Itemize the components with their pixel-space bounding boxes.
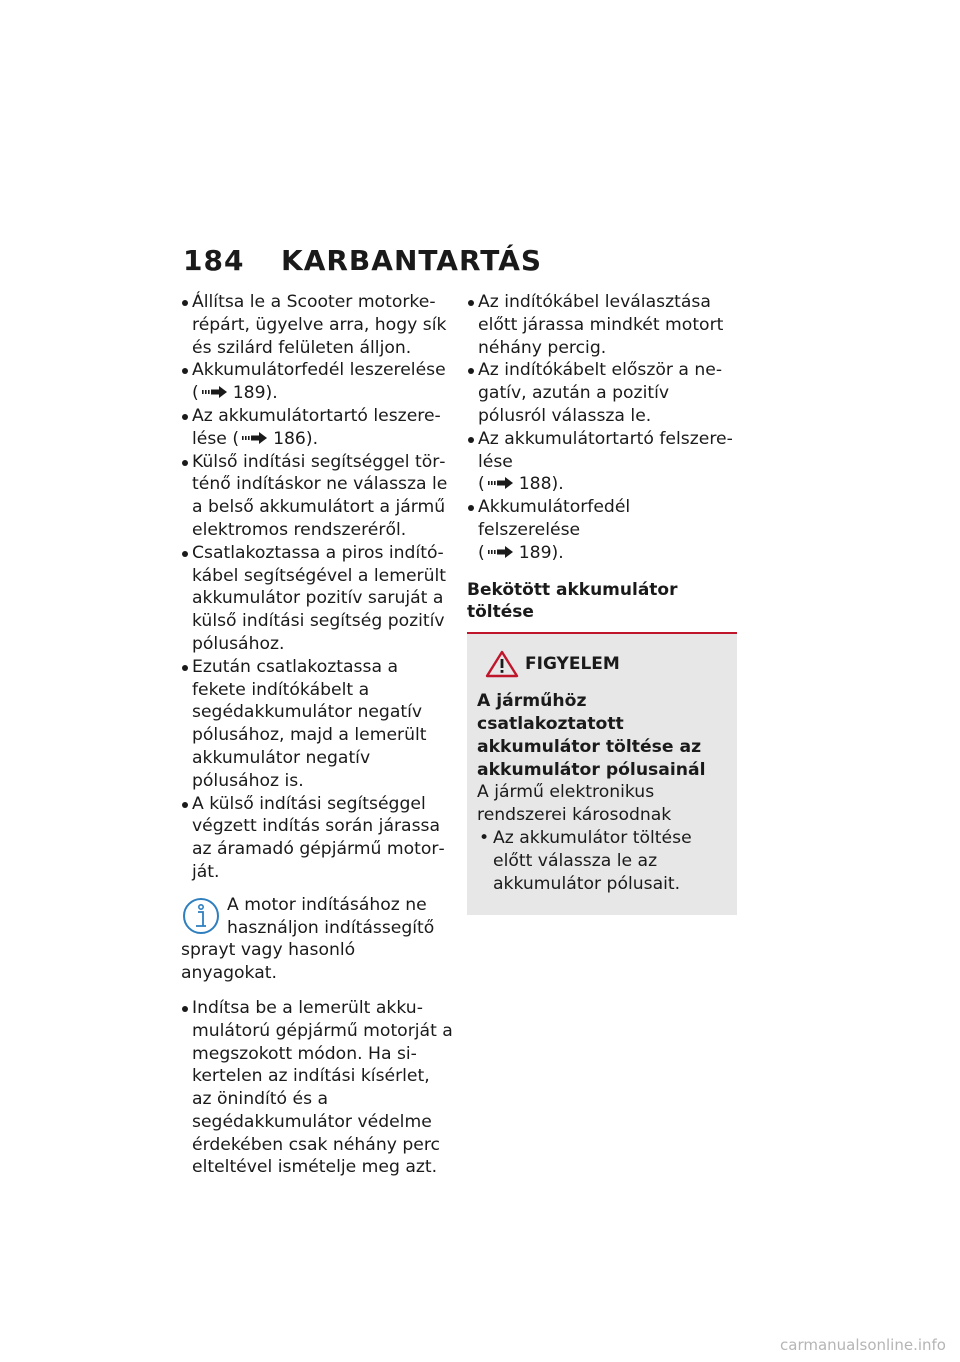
page-ref[interactable]: 189). — [518, 542, 564, 563]
list-item: Az indítókábel leválasztása előtt járassa mindkét motort néhány percig. — [467, 291, 737, 359]
page-ref[interactable]: 189). — [232, 383, 278, 404]
warning-title: FIGYELEM — [525, 653, 620, 674]
arrow-ref-icon — [485, 545, 515, 559]
watermark: carmanualsonline.info — [780, 1336, 946, 1354]
warning-header — [477, 650, 725, 678]
right-column — [467, 291, 737, 915]
page-ref[interactable]: 186). — [273, 428, 319, 449]
list-item: Állítsa le a Scooter motorkerépárt, ügyelve arra, hogy sík és szilárd felületen álljon. — [181, 291, 453, 359]
chapter-title: KARBANTARTÁS — [281, 244, 543, 277]
list-item: Ezután csatlakoztassa a fekete indítókábelt a segédakkumulátor negatív pólusához, majd a lemerült akkumulátor negatív pólusához is. — [181, 656, 453, 793]
arrow-ref-icon — [199, 385, 229, 399]
page-number: 184 — [183, 244, 245, 277]
step-list-1 — [181, 291, 453, 884]
warning-text: A jármű elektronikus rendszerei károsodnak — [477, 782, 672, 826]
warning-box — [467, 634, 737, 915]
list-item: Külső indítási segítséggel történő indításkor ne válassza le a belső akkumulátort a jármű elektromos rendszeréről. — [181, 451, 453, 542]
arrow-ref-icon — [485, 476, 515, 490]
warning-list — [477, 827, 725, 895]
warning-triangle-icon — [485, 650, 519, 678]
list-item: Az akkumulátortartó leszerelése ( 186). — [181, 405, 453, 451]
section-title: Bekötött akkumulátor töltése — [467, 579, 737, 635]
info-icon — [181, 896, 221, 936]
list-item: Akkumulátorfedél felszerelése ( 189). — [467, 496, 737, 564]
step-list-3 — [467, 291, 737, 565]
warning-subject: A járműhöz csatlakoztatott akkumulátor töltése az akkumulátor pólusainál — [477, 691, 706, 780]
info-note — [181, 894, 453, 985]
arrow-ref-icon — [239, 431, 269, 445]
list-item: A külső indítási segítséggel végzett indítás során járassa az áramadó gépjármű motorját. — [181, 793, 453, 884]
left-column — [181, 291, 453, 1179]
list-item: Az akkumulátortartó felszerelése ( 188). — [467, 428, 737, 496]
page-ref[interactable]: 188). — [518, 474, 564, 495]
list-item: Az indítókábelt először a negatív, azután a pozitív pólusról válassza le. — [467, 359, 737, 427]
list-item: • Az akkumulátor töltése előtt válassza le az akkumulátor pólusait. — [477, 827, 725, 895]
list-item: Akkumulátorfedél leszerelése ( 189). — [181, 359, 453, 405]
step-list-2 — [181, 997, 453, 1179]
note-line-1: A motor indításához ne — [227, 894, 427, 915]
list-item: Csatlakoztassa a piros indítókábel segítségével a lemerült akkumulátor pozitív saruját a külső indítási segítség pozitív pólusához. — [181, 542, 453, 656]
note-line-2: használjon indítássegítő — [227, 917, 435, 938]
page-header — [183, 244, 542, 277]
list-item: Indítsa be a lemerült akkumulátorú gépjármű motorját a megszokott módon. Ha sikertelen az indítási kísérlet, az önindító és a segédakkumulátor védelme érdekében csak néhány perc elteltével ismételje meg azt. — [181, 997, 453, 1179]
note-line-3: sprayt vagy hasonló anyagokat. — [181, 940, 356, 984]
